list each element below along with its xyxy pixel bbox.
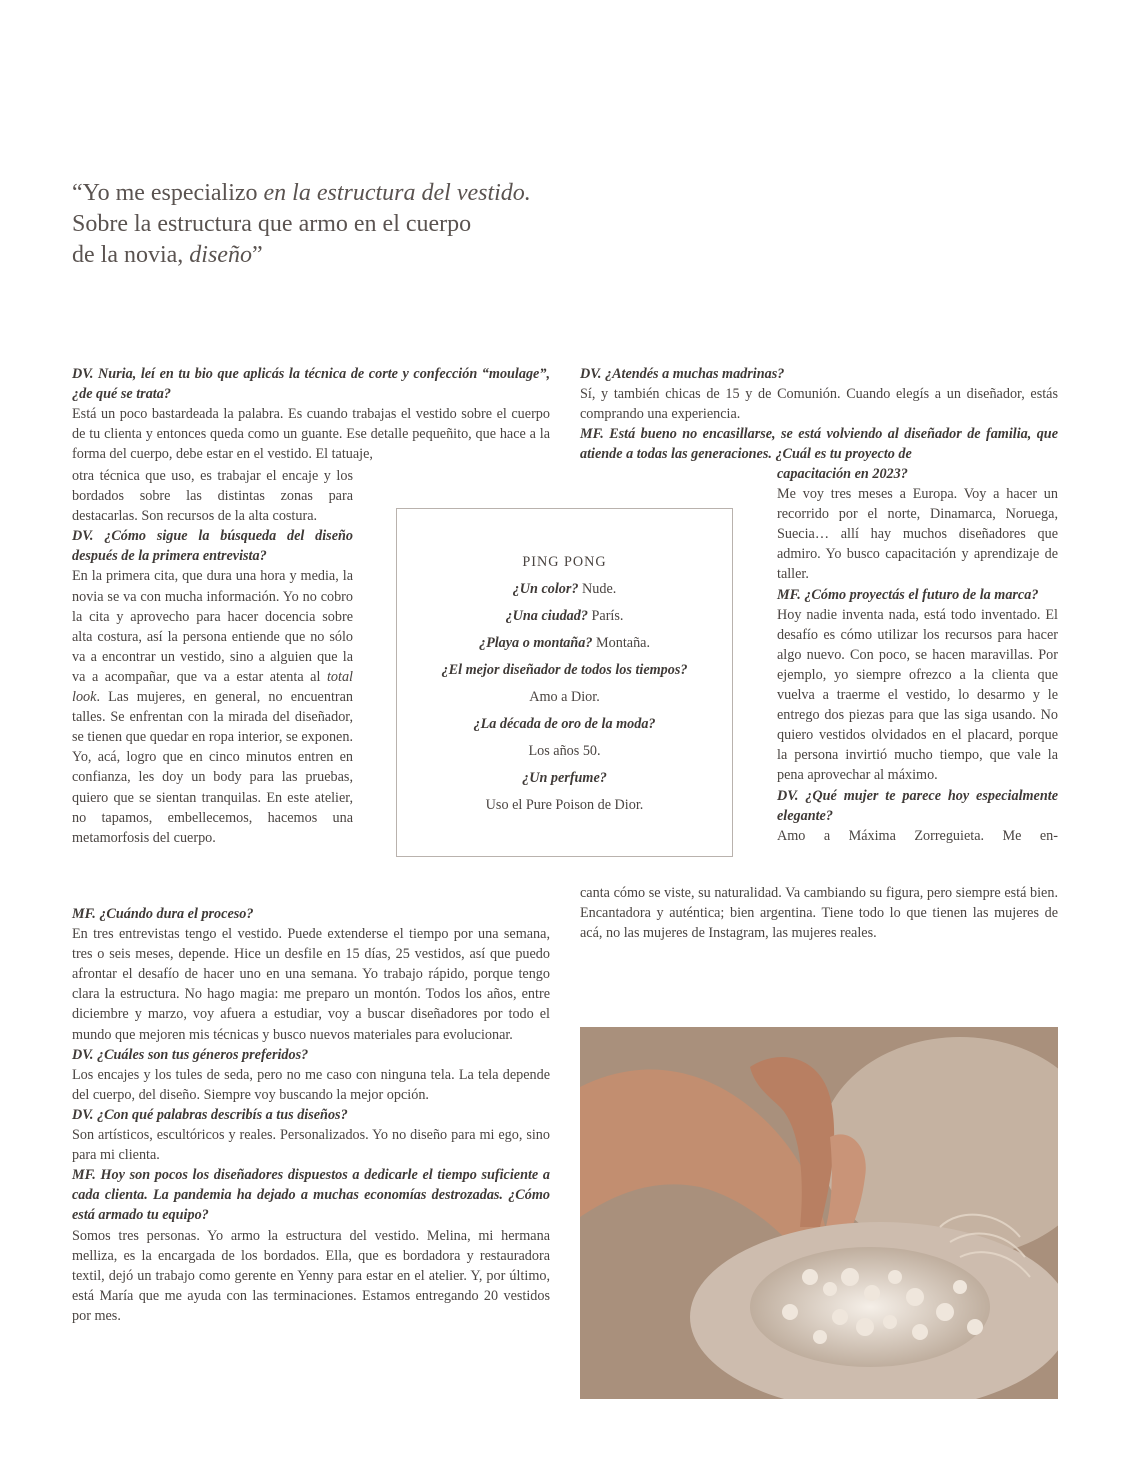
ping-pong-question: ¿El mejor diseñador de todos los tiempos?	[441, 662, 688, 678]
answer: Está un poco bastardeada la palabra. Es cuando trabajas el vestido sobre el cuerpo de tu clienta y entonces queda como un guante. Ese detalle pequeñito, que hace a la forma del cuerpo, debe estar en el vestido. El tatuaje,	[72, 406, 550, 463]
question: DV. ¿Cómo sigue la búsqueda del diseño después de la primera entrevista?	[72, 528, 353, 565]
ping-pong-item: ¿Una ciudad? París.	[505, 608, 624, 624]
ping-pong-question: ¿Un perfume?	[522, 770, 607, 786]
question: DV. ¿Con qué palabras describís a tus diseños?	[72, 1106, 348, 1123]
question: MF. ¿Cómo proyectás el futuro de la marca?	[777, 586, 1039, 603]
answer: otra técnica que uso, es trabajar el encaje y los bordados sobre las distintas zonas para destacarlas. Son recursos de la alta costura.	[72, 468, 353, 525]
ping-pong-title: PING PONG	[522, 554, 607, 570]
interview-column-right-narrow	[777, 464, 1058, 846]
ping-pong-box	[396, 508, 733, 857]
answer: Me voy tres meses a Europa. Voy a hacer un recorrido por el norte, Dinamarca, Noruega, Suecia… allí hay muchos diseñadores que admiro. Yo busco capacitación y aprendizaje de taller.	[777, 486, 1058, 583]
interview-column-right-bottom	[580, 883, 1058, 943]
ping-pong-answer: Amo a Dior.	[529, 689, 600, 705]
answer: En tres entrevistas tengo el vestido. Puede extenderse el tiempo por una semana, tres o seis meses, depende. Hice un desfile en 15 días, 25 vestidos, así que puedo afrontar el desafío de hacer uno en una semana. Yo trabajo rápido, porque tengo clara la estructura. No hago magia: me preparo un montón. Todos los años, entre diciembre y marzo, voy afuera a estudiar, voy a buscar diseñadores por todo el mundo que mejoren mis técnicas y busco nuevos materiales para evolucionar.	[72, 926, 550, 1043]
interview-column-left-top	[72, 364, 550, 464]
ping-pong-question: ¿La década de oro de la moda?	[473, 716, 656, 732]
answer: En la primera cita, que dura una hora y media, la novia se va con mucha información. Yo no cobro la cita y aprovecho para hacer docencia sobre alta costura, así la persona entiende que no sólo va a encontrar un vestido, sino a alguien que la va a acompañar, que va a estar atenta al total look. Las mujeres, en general, no encuentran talles. Se enfrentan con la mirada del diseñador, se tienen que quedar en ropa interior, se exponen. Yo, acá, logro que en cinco minutos entren en confianza, les doy un body para las pruebas, quiero que se sientan tranquilas. En este atelier, no tapamos, embellecemos, hacemos una metamorfosis del cuerpo.	[72, 568, 353, 846]
ping-pong-answer: Uso el Pure Poison de Dior.	[485, 797, 644, 813]
pull-quote: “Yo me especializo en la estructura del vestido. Sobre la estructura que armo en el cuerpo de la novia, diseño”	[72, 180, 531, 268]
ping-pong-answer: Los años 50.	[528, 743, 601, 759]
answer: Sí, y también chicas de 15 y de Comunión. Cuando elegís a un diseñador, estás comprando una experiencia.	[580, 386, 1058, 423]
answer: Somos tres personas. Yo armo la estructura del vestido. Melina, mi hermana melliza, es la encargada de los bordados. Ella, que es bordadora y restauradora textil, dejó un trabajo como gerente en Yenny para estar en el atelier. Y, por último, está María que me ayuda con las terminaciones. Estamos entregando 20 vestidos por mes.	[72, 1227, 550, 1324]
interview-column-left-bottom	[72, 904, 550, 1326]
interview-column-right-top	[580, 364, 1058, 464]
hand-embroidering-pearls-image	[580, 1027, 1058, 1399]
question: DV. Nuria, leí en tu bio que aplicás la técnica de corte y confección “moulage”, ¿de qué se trata?	[72, 366, 550, 403]
answer: canta cómo se viste, su naturalidad. Va cambiando su figura, pero siempre está bien. Encantadora y auténtica; bien argentina. Tiene todo lo que tienen las mujeres de acá, no las mujeres de Instagram, las mujeres reales.	[580, 885, 1058, 942]
question: MF. ¿Cuándo dura el proceso?	[72, 906, 254, 922]
answer: Hoy nadie inventa nada, está todo inventado. El desafío es cómo utilizar los recursos para hacer algo nuevo. Con poco, se hacen maravillas. Por ejemplo, yo siempre ofrezco a la clienta que vuelva a traerme el vestido, lo desarmo y le entrego dos piezas para que las siga usando. No quiero vestidos olvidados en el placard, porque la persona invirtió mucho tiempo, que vale la pena aprovechar al máximo.	[777, 606, 1058, 784]
question: capacitación en 2023?	[777, 466, 908, 482]
interview-column-left-narrow	[72, 466, 353, 848]
ping-pong-item: ¿Un color? Nude.	[512, 581, 617, 597]
question: DV. ¿Qué mujer te parece hoy especialmente elegante?	[777, 787, 1058, 824]
answer: Los encajes y los tules de seda, pero no me caso con ninguna tela. La tela depende del cuerpo, del diseño. Siempre voy buscando la mejor opción.	[72, 1066, 550, 1103]
embroidery-photo	[580, 1027, 1058, 1399]
question: DV. ¿Cuáles son tus géneros preferidos?	[72, 1046, 309, 1063]
ping-pong-item: ¿Playa o montaña? Montaña.	[478, 635, 651, 651]
question: MF. Está bueno no encasillarse, se está volviendo al diseñador de familia, que atiende a todas las generaciones. ¿Cuál es tu proyecto de	[580, 426, 1058, 463]
answer: Son artísticos, escultóricos y reales. Personalizados. Yo no diseño para mi ego, sino para mi clienta.	[72, 1127, 550, 1164]
question: DV. ¿Atendés a muchas madrinas?	[580, 366, 785, 382]
question: MF. Hoy son pocos los diseñadores dispuestos a dedicarle el tiempo suficiente a cada clienta. La pandemia ha dejado a muchas economías destrozadas. ¿Cómo está armado tu equipo?	[72, 1167, 550, 1224]
answer: Amo a Máxima Zorreguieta. Me en-	[777, 827, 1058, 844]
